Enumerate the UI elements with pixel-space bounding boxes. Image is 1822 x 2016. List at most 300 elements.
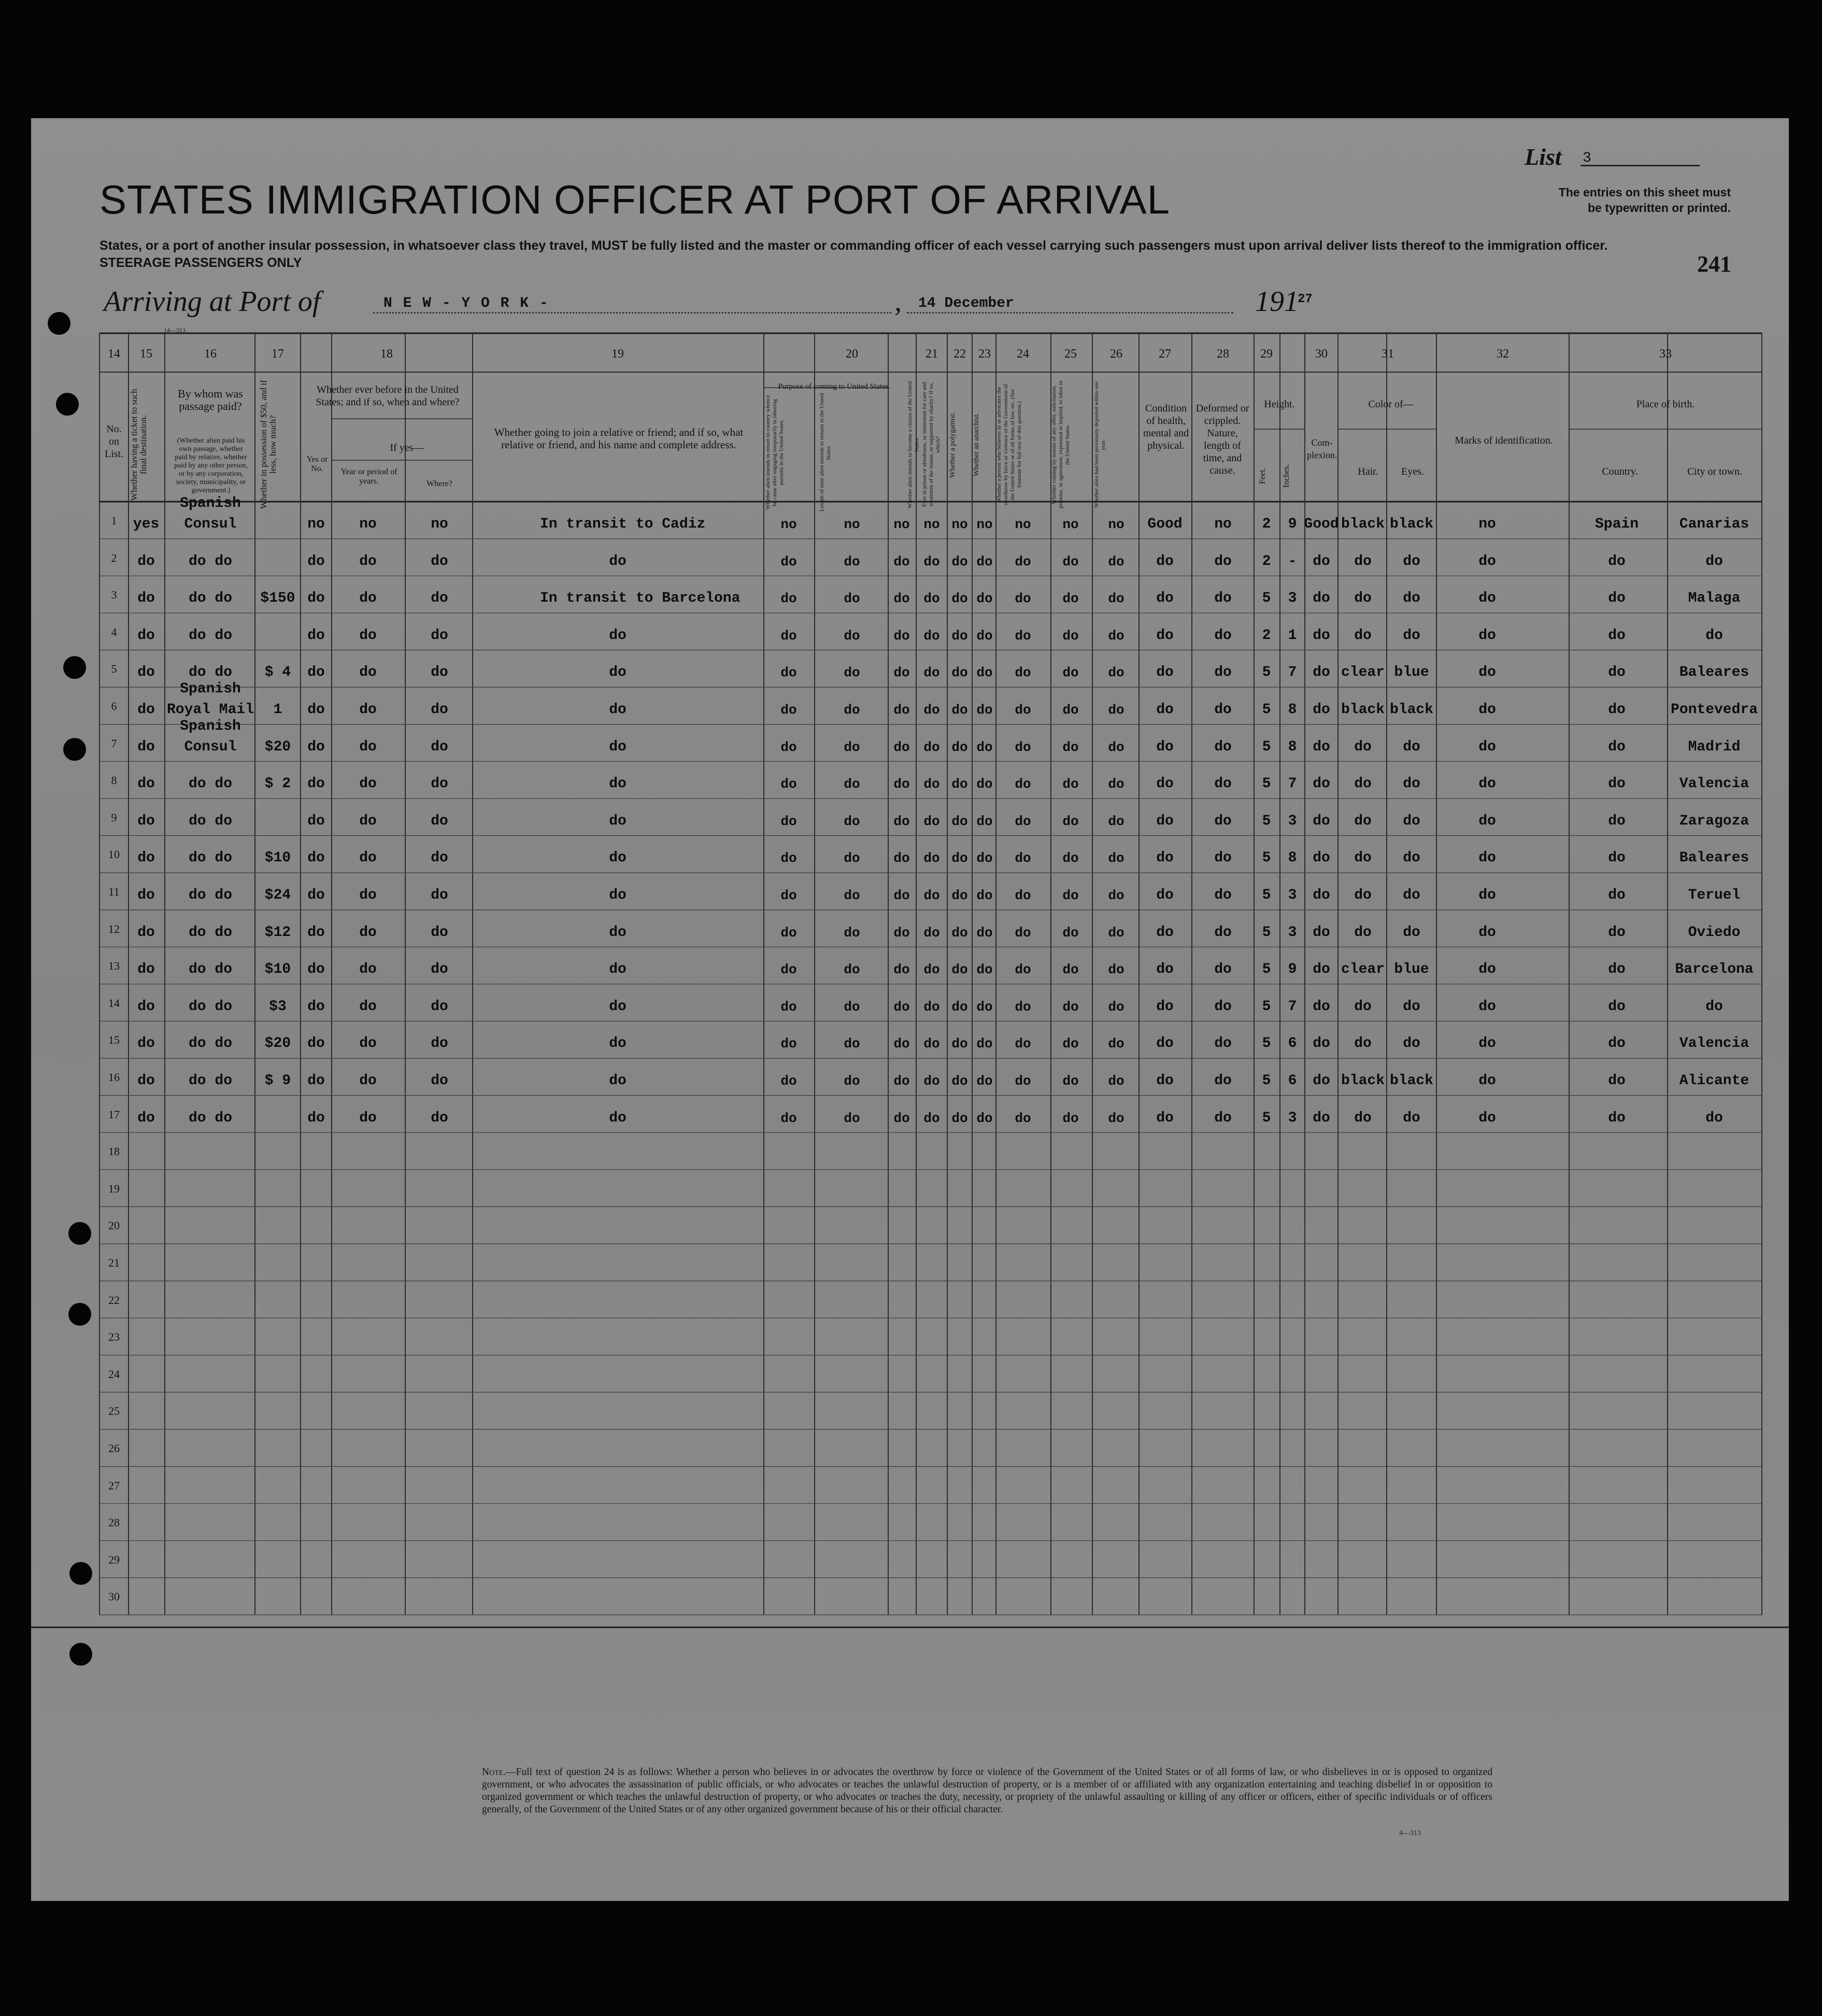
- cell-country: do: [1608, 627, 1626, 644]
- cell-inches: 9: [1288, 516, 1297, 532]
- punch-hole: [63, 738, 86, 761]
- cell-deformed: do: [1214, 739, 1232, 755]
- cell-eyes: do: [1403, 1035, 1420, 1052]
- cell-hair: do: [1354, 887, 1372, 903]
- page-number: 241: [1697, 251, 1731, 277]
- cell-year: do: [359, 998, 377, 1015]
- header-citizen: Whether alien intends to become a citizen of the United States.: [907, 381, 920, 508]
- cell-ever-before: do: [307, 1110, 325, 1126]
- header-purpose-b: Length of time alien intends to remain in the United States.: [819, 393, 832, 512]
- header-marks: Marks of identification.: [1455, 435, 1553, 446]
- form-title: STATES IMMIGRATION OFFICER AT PORT OF ARRIVAL: [99, 177, 1171, 222]
- cell-hair: do: [1354, 924, 1372, 941]
- cell-citizen: do: [893, 813, 910, 829]
- footnote-code: 4—313: [1399, 1829, 1421, 1837]
- cell-purpose-return: do: [780, 1073, 797, 1089]
- cell-deported: do: [1108, 739, 1124, 755]
- cell-country: do: [1608, 813, 1626, 829]
- cell-polygamist: do: [951, 850, 968, 867]
- cell-country: do: [1608, 887, 1626, 903]
- punch-hole: [48, 312, 70, 335]
- row-number: 19: [108, 1182, 120, 1195]
- cell-deported: do: [1108, 628, 1124, 644]
- cell-paid-by: Consul: [184, 516, 237, 532]
- cell-citizen: do: [893, 1110, 910, 1126]
- cell-complexion: do: [1313, 553, 1330, 570]
- column-number: 15: [140, 347, 152, 361]
- cell-where: do: [431, 887, 448, 903]
- cell-ticket: do: [137, 1110, 155, 1126]
- cell-ever-before: do: [307, 887, 325, 903]
- cell-hair: clear: [1341, 961, 1385, 978]
- cell-condition: do: [1156, 887, 1174, 903]
- cell-complexion: do: [1313, 664, 1330, 681]
- cell-deformed: do: [1214, 924, 1232, 941]
- cell-coming-by-reason: no: [1062, 517, 1079, 532]
- cell-condition: do: [1156, 850, 1174, 867]
- cell-relative: do: [609, 776, 627, 792]
- cell-year: do: [359, 739, 377, 755]
- row-number: 6: [111, 700, 117, 713]
- cell-eyes: do: [1403, 627, 1420, 644]
- cell-overthrow: do: [1015, 813, 1031, 829]
- cell-purpose-return: do: [780, 776, 797, 792]
- cell-citizen: do: [893, 999, 910, 1015]
- cell-paid-by: do do: [188, 664, 232, 681]
- cell-anarchist: do: [976, 1110, 993, 1126]
- cell-ticket: do: [137, 664, 155, 681]
- cell-country: do: [1608, 590, 1626, 607]
- cell-year: do: [359, 664, 377, 681]
- cell-eyes: do: [1403, 813, 1420, 829]
- cell-overthrow: do: [1015, 665, 1031, 681]
- cell-coming-by-reason: do: [1062, 888, 1079, 903]
- cell-purpose-return: do: [780, 888, 797, 903]
- cell-money: $3: [269, 998, 287, 1015]
- cell-citizen: do: [893, 1036, 910, 1052]
- form-code: 14—313: [164, 326, 186, 334]
- cell-condition: do: [1156, 664, 1174, 681]
- cell-feet: 2: [1262, 627, 1271, 644]
- cell-overthrow: do: [1015, 591, 1031, 607]
- cell-citizen: do: [893, 962, 910, 978]
- cell-overthrow: do: [1015, 702, 1031, 718]
- cell-city: do: [1705, 627, 1723, 644]
- cell-city: Alicante: [1679, 1073, 1749, 1089]
- cell-inches: 8: [1288, 702, 1297, 718]
- cell-anarchist: do: [976, 850, 993, 867]
- cell-polygamist: do: [951, 888, 968, 903]
- cell-feet: 5: [1262, 776, 1271, 792]
- cell-where: no: [431, 516, 448, 532]
- cell-hair: black: [1341, 516, 1385, 532]
- cell-citizen: do: [893, 850, 910, 867]
- cell-money: $20: [264, 1035, 291, 1052]
- comma: ,: [894, 286, 902, 318]
- column-number: 32: [1497, 347, 1509, 361]
- cell-citizen: do: [893, 888, 910, 903]
- row-number: 17: [108, 1108, 120, 1121]
- cell-feet: 5: [1262, 590, 1271, 607]
- cell-polygamist: do: [951, 999, 968, 1015]
- row-number: 11: [108, 885, 120, 898]
- cell-purpose-return: do: [780, 1036, 797, 1052]
- header-where: Where?: [426, 479, 452, 488]
- cell-inches: -: [1288, 553, 1297, 570]
- cell-city: Baleares: [1679, 850, 1749, 867]
- cell-prison: do: [923, 702, 940, 718]
- cell-ticket: do: [137, 961, 155, 978]
- cell-hair: do: [1354, 1035, 1372, 1052]
- cell-complexion: do: [1313, 924, 1330, 941]
- footnote: [482, 1766, 1492, 1816]
- header-inches: Inches.: [1282, 464, 1291, 488]
- cell-inches: 3: [1288, 887, 1297, 903]
- cell-eyes: do: [1403, 590, 1420, 607]
- cell-relative: do: [609, 887, 627, 903]
- cell-relative: do: [609, 813, 627, 829]
- cell-marks: do: [1478, 776, 1496, 792]
- cell-relative: do: [609, 702, 627, 718]
- cell-polygamist: do: [951, 776, 968, 792]
- cell-overthrow: do: [1015, 1036, 1031, 1052]
- cell-complexion: do: [1313, 850, 1330, 867]
- cell-country: do: [1608, 553, 1626, 570]
- cell-citizen: do: [893, 628, 910, 644]
- header-purpose-a: Whether alien intends to return to country whence he came after engaging temporarily in laboring pursuits in the United States.: [765, 395, 785, 510]
- cell-money: 1: [273, 702, 282, 718]
- row-number: 5: [111, 662, 117, 676]
- cell-deported: do: [1108, 999, 1124, 1015]
- cell-year: do: [359, 776, 377, 792]
- cell-deported: do: [1108, 702, 1124, 718]
- cell-purpose-return: do: [780, 850, 797, 867]
- header-color-of: Color of—: [1368, 399, 1414, 410]
- column-number: 31: [1382, 347, 1394, 361]
- cell-ever-before: do: [307, 998, 325, 1015]
- list-label: List: [1525, 144, 1562, 170]
- cell-polygamist: do: [951, 739, 968, 755]
- cell-ticket: do: [137, 627, 155, 644]
- cell-purpose-return: do: [780, 813, 797, 829]
- port-of-arrival: N E W - Y O R K -: [383, 295, 549, 311]
- cell-purpose-return: do: [780, 1110, 797, 1126]
- cell-inches: 7: [1288, 998, 1297, 1015]
- cell-complexion: do: [1313, 813, 1330, 829]
- cell-eyes: black: [1389, 1073, 1433, 1089]
- cell-relative: do: [609, 961, 627, 978]
- cell-purpose-return: do: [780, 925, 797, 941]
- cell-money: $12: [264, 924, 291, 941]
- row-number: 16: [108, 1071, 120, 1084]
- cell-condition: Good: [1147, 516, 1183, 532]
- cell-city: Teruel: [1688, 887, 1741, 903]
- cell-relative: do: [609, 627, 627, 644]
- cell-polygamist: do: [951, 553, 968, 570]
- cell-country: do: [1608, 1073, 1626, 1089]
- footnote-label: Note.: [482, 1767, 506, 1778]
- cell-money: $150: [260, 590, 295, 607]
- cell-condition: do: [1156, 702, 1174, 718]
- column-number: 18: [380, 347, 393, 361]
- cell-complexion: do: [1313, 702, 1330, 718]
- cell-where: do: [431, 1110, 448, 1126]
- header-yes-no: Yes or No.: [306, 455, 328, 473]
- cell-inches: 1: [1288, 627, 1297, 644]
- header-purpose: Purpose of coming to United States.: [778, 382, 891, 391]
- column-number: 14: [108, 347, 120, 361]
- cell-money: $10: [264, 961, 291, 978]
- cell-polygamist: do: [951, 591, 968, 607]
- cell-money: $ 9: [264, 1073, 291, 1089]
- cell-country: do: [1608, 664, 1626, 681]
- cell-hair: black: [1341, 1073, 1385, 1089]
- typewritten-note-line-1: The entries on this sheet must: [1558, 186, 1731, 199]
- cell-where: do: [431, 776, 448, 792]
- cell-year: do: [359, 1110, 377, 1126]
- cell-prison: do: [923, 962, 940, 978]
- cell-coming-by-reason: do: [1062, 962, 1079, 978]
- cell-prison: no: [923, 517, 940, 532]
- cell-ticket: do: [137, 813, 155, 829]
- cell-relative: do: [609, 664, 627, 681]
- cell-purpose-length: no: [844, 517, 860, 532]
- header-eyes: Eyes.: [1401, 466, 1424, 477]
- cell-purpose-length: do: [844, 999, 860, 1015]
- cell-year: do: [359, 813, 377, 829]
- header-if-yes: If yes—: [390, 442, 424, 453]
- form-instructions: States, or a port of another insular possession, in whatsoever class they travel, MUST be fully listed and the master or commanding officer of each vessel carrying such passengers must upon arrival deliver lists thereof to the immigration officer.: [99, 238, 1608, 253]
- header-polygamist: Whether a polygamist.: [949, 411, 957, 478]
- cell-paid-by-line-1: Spanish: [180, 681, 241, 697]
- cell-deformed: do: [1214, 813, 1232, 829]
- cell-deformed: do: [1214, 961, 1232, 978]
- cell-purpose-length: do: [844, 888, 860, 903]
- cell-city: Valencia: [1679, 776, 1749, 792]
- cell-where: do: [431, 961, 448, 978]
- cell-anarchist: do: [976, 628, 993, 644]
- cell-inches: 8: [1288, 850, 1297, 867]
- cell-hair: do: [1354, 998, 1372, 1015]
- cell-anarchist: do: [976, 739, 993, 755]
- cell-purpose-return: do: [780, 962, 797, 978]
- cell-where: do: [431, 1035, 448, 1052]
- cell-marks: do: [1478, 1110, 1496, 1126]
- cell-anarchist: do: [976, 813, 993, 829]
- cell-deformed: no: [1214, 516, 1232, 532]
- cell-coming-by-reason: do: [1062, 553, 1079, 570]
- cell-country: do: [1608, 776, 1626, 792]
- cell-anarchist: do: [976, 925, 993, 941]
- column-number: 20: [846, 347, 858, 361]
- cell-eyes: do: [1403, 1110, 1420, 1126]
- cell-coming-by-reason: do: [1062, 665, 1079, 681]
- manifest-sheet: [31, 118, 1789, 1901]
- cell-feet: 5: [1262, 1035, 1271, 1052]
- cell-ever-before: do: [307, 776, 325, 792]
- cell-relative: do: [609, 1035, 627, 1052]
- cell-marks: do: [1478, 1073, 1496, 1089]
- column-number: 21: [926, 347, 938, 361]
- cell-polygamist: do: [951, 1110, 968, 1126]
- cell-paid-by: do do: [188, 1035, 232, 1052]
- cell-ticket: do: [137, 998, 155, 1015]
- cell-relative: In transit to Cadiz: [540, 516, 706, 532]
- year-suffix: 27: [1298, 292, 1313, 306]
- cell-deformed: do: [1214, 850, 1232, 867]
- cell-money: $20: [264, 739, 291, 755]
- cell-purpose-return: do: [780, 999, 797, 1015]
- row-number: 3: [111, 588, 117, 602]
- cell-relative: do: [609, 553, 627, 570]
- cell-deported: do: [1108, 813, 1124, 829]
- cell-marks: do: [1478, 924, 1496, 941]
- cell-paid-by: Royal Mail: [166, 702, 254, 718]
- cell-feet: 2: [1262, 553, 1271, 570]
- cell-paid-by: do do: [188, 887, 232, 903]
- cell-ticket: do: [137, 590, 155, 607]
- row-number: 1: [111, 514, 117, 527]
- cell-inches: 9: [1288, 961, 1297, 978]
- cell-purpose-length: do: [844, 665, 860, 681]
- row-number: 13: [108, 959, 120, 973]
- cell-anarchist: do: [976, 591, 993, 607]
- cell-deported: do: [1108, 591, 1124, 607]
- cell-ticket: do: [137, 924, 155, 941]
- cell-hair: do: [1354, 1110, 1372, 1126]
- cell-purpose-length: do: [844, 850, 860, 867]
- cell-prison: do: [923, 1073, 940, 1089]
- column-number: 16: [204, 347, 217, 361]
- cell-hair: do: [1354, 813, 1372, 829]
- row-number: 12: [108, 922, 120, 935]
- punch-hole: [69, 1643, 92, 1666]
- cell-anarchist: do: [976, 1036, 993, 1052]
- cell-year: do: [359, 702, 377, 718]
- cell-deformed: do: [1214, 776, 1232, 792]
- cell-deported: do: [1108, 962, 1124, 978]
- cell-eyes: black: [1389, 702, 1433, 718]
- cell-hair: do: [1354, 739, 1372, 755]
- cell-deformed: do: [1214, 1073, 1232, 1089]
- cell-eyes: black: [1389, 516, 1433, 532]
- row-number: 10: [108, 848, 120, 861]
- cell-city: Valencia: [1679, 1035, 1749, 1052]
- cell-citizen: do: [893, 776, 910, 792]
- cell-relative: do: [609, 1073, 627, 1089]
- header-money: Whether in possession of $50, and if less, how much?: [259, 380, 278, 509]
- header-condition: Condition of health, mental and physical.: [1143, 403, 1189, 451]
- row-number: 18: [108, 1145, 120, 1158]
- cell-year: do: [359, 1073, 377, 1089]
- cell-marks: do: [1478, 887, 1496, 903]
- header-deported: Whether alien had been previously deported within one year.: [1093, 381, 1106, 508]
- cell-country: do: [1608, 924, 1626, 941]
- cell-inches: 6: [1288, 1073, 1297, 1089]
- cell-where: do: [431, 553, 448, 570]
- cell-anarchist: do: [976, 888, 993, 903]
- header-place-of-birth: Place of birth.: [1636, 399, 1695, 410]
- cell-hair: clear: [1341, 664, 1385, 681]
- cell-anarchist: do: [976, 553, 993, 570]
- arrival-date: 14 December: [918, 295, 1014, 311]
- cell-city: Zaragoza: [1679, 813, 1749, 829]
- row-number: 14: [108, 996, 120, 1010]
- row-number: 20: [108, 1219, 120, 1232]
- cell-purpose-length: do: [844, 776, 860, 792]
- cell-ticket: do: [137, 776, 155, 792]
- cell-city: Baleares: [1679, 664, 1749, 681]
- cell-citizen: do: [893, 925, 910, 941]
- cell-overthrow: do: [1015, 628, 1031, 644]
- cell-ever-before: do: [307, 664, 325, 681]
- cell-paid-by: Consul: [184, 739, 237, 755]
- cell-prison: do: [923, 628, 940, 644]
- cell-deformed: do: [1214, 627, 1232, 644]
- row-number: 30: [108, 1590, 120, 1603]
- column-number: 28: [1217, 347, 1229, 361]
- cell-ticket: do: [137, 1073, 155, 1089]
- cell-inches: 7: [1288, 664, 1297, 681]
- cell-ever-before: do: [307, 961, 325, 978]
- cell-paid-by-line-1: Spanish: [180, 495, 241, 512]
- cell-eyes: do: [1403, 776, 1420, 792]
- cell-where: do: [431, 998, 448, 1015]
- cell-ticket: yes: [133, 516, 160, 532]
- cell-overthrow: do: [1015, 999, 1031, 1015]
- cell-purpose-length: do: [844, 1036, 860, 1052]
- cell-paid-by: do do: [188, 1073, 232, 1089]
- cell-year: do: [359, 1035, 377, 1052]
- cell-feet: 5: [1262, 850, 1271, 867]
- cell-eyes: do: [1403, 553, 1420, 570]
- header-no-on-list: No. on List.: [105, 423, 124, 460]
- cell-ever-before: do: [307, 590, 325, 607]
- cell-polygamist: do: [951, 628, 968, 644]
- cell-purpose-length: do: [844, 553, 860, 570]
- cell-coming-by-reason: do: [1062, 591, 1079, 607]
- cell-deported: do: [1108, 1110, 1124, 1126]
- cell-inches: 3: [1288, 813, 1297, 829]
- row-number: 23: [108, 1330, 120, 1344]
- cell-paid-by: do do: [188, 813, 232, 829]
- header-prison: Ever in prison or almshouse, or institution for care and treatment of the insane, or supported by charity? If so, which?: [921, 382, 941, 507]
- cell-marks: no: [1478, 516, 1496, 532]
- cell-paid-by: do do: [188, 924, 232, 941]
- header-ticket: Whether having a ticket to such final destination.: [129, 389, 148, 501]
- footnote-text: —Full text of question 24 is as follows: Whether a person who believes in or advocates the overthrow by force or violence of the Government of the United States or of all forms of law, or who disbelieves in or is opposed to organized government, or who advocates the assassination of public officials, or who advocates or teaches the unlawful destruction of property, or is a member of or affiliated with any organization entertaining and teaching disbelief in or opposition to organized government or which teaches the unlawful destruction of property, or who advocates or teaches the duty, necessity, or propriety of the unlawful assaulting or killing of any officer or officers, either of specific individuals or of officers generally, of the Government of the United States or of any other organized government because of his or their official character.: [482, 1767, 1492, 1815]
- cell-feet: 5: [1262, 961, 1271, 978]
- cell-ticket: do: [137, 1035, 155, 1052]
- cell-city: Malaga: [1688, 590, 1741, 607]
- column-number: 23: [978, 347, 991, 361]
- cell-paid-by: do do: [188, 850, 232, 867]
- cell-purpose-return: do: [780, 553, 797, 570]
- cell-country: do: [1608, 998, 1626, 1015]
- cell-city: Canarias: [1679, 516, 1749, 532]
- cell-hair: do: [1354, 627, 1372, 644]
- cell-ever-before: do: [307, 1035, 325, 1052]
- cell-ticket: do: [137, 553, 155, 570]
- cell-hair: black: [1341, 702, 1385, 718]
- cell-money: $24: [264, 887, 291, 903]
- cell-ever-before: do: [307, 739, 325, 755]
- cell-deformed: do: [1214, 553, 1232, 570]
- cell-purpose-length: do: [844, 1073, 860, 1089]
- cell-inches: 3: [1288, 924, 1297, 941]
- row-number: 26: [108, 1442, 120, 1455]
- cell-condition: do: [1156, 553, 1174, 570]
